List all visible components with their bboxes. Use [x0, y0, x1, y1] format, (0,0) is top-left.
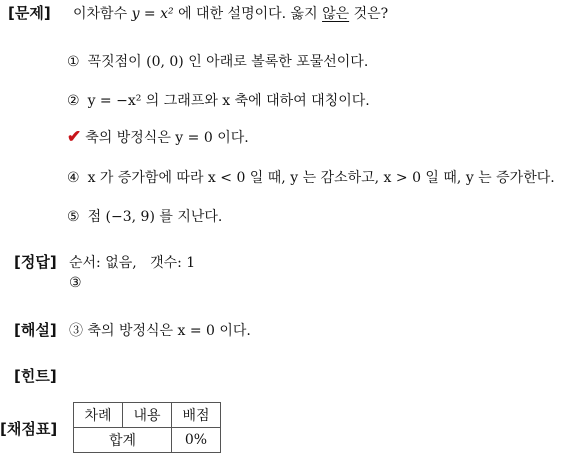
score-total-label: 합계	[74, 428, 172, 453]
choice-number: ②	[67, 93, 80, 109]
score-table-total-row	[74, 428, 221, 453]
score-header-content: 내용	[123, 403, 172, 428]
question-formula: y = x²	[131, 6, 174, 22]
question-label: [문제]	[8, 4, 51, 22]
hint-label: [힌트]	[14, 367, 57, 385]
score-table-label: [채점표]	[0, 420, 58, 438]
choice-text: 점 (−3, 9) 를 지난다.	[87, 209, 223, 225]
question-suffix: 것은?	[353, 6, 389, 22]
question-mid: 에 대한 설명이다. 옳지	[178, 6, 318, 22]
choice-text: 꼭짓점이 (0, 0) 인 아래로 볼록한 포물선이다.	[87, 54, 369, 70]
choice-number: ①	[67, 54, 80, 70]
choice-1[interactable]	[67, 51, 368, 71]
choice-text: x 가 증가함에 따라 x < 0 일 때, y 는 감소하고, x > 0 일 때, y 는 증가한다.	[87, 170, 555, 186]
explanation-text: ③ 축의 방정식은 x = 0 이다.	[69, 323, 251, 339]
question-text	[73, 3, 388, 23]
answer-label: [정답]	[14, 253, 57, 271]
choice-4[interactable]	[67, 167, 555, 187]
choice-text: 축의 방정식은 y = 0 이다.	[85, 130, 249, 146]
choice-text: y = −x² 의 그래프와 x 축에 대하여 대칭이다.	[87, 93, 370, 109]
question-emphasis: 않은	[322, 6, 350, 22]
question-prefix: 이차함수	[73, 6, 128, 22]
answer-line: 순서: 없음, 갯수: 1	[69, 255, 196, 271]
choice-number: ④	[67, 170, 80, 186]
score-table-header-row	[74, 403, 221, 428]
choice-5[interactable]	[67, 206, 222, 226]
score-header-order: 차례	[74, 403, 123, 428]
score-table	[73, 402, 221, 453]
score-header-points: 배점	[172, 403, 221, 428]
explanation-label: [해설]	[14, 321, 57, 339]
choice-3[interactable]	[67, 127, 249, 147]
choice-2[interactable]	[67, 90, 370, 110]
score-total-value: 0%	[172, 428, 221, 453]
choice-number: ⑤	[67, 209, 80, 225]
answer-value: ③	[69, 275, 82, 291]
check-mark-icon: ✔	[67, 127, 82, 147]
